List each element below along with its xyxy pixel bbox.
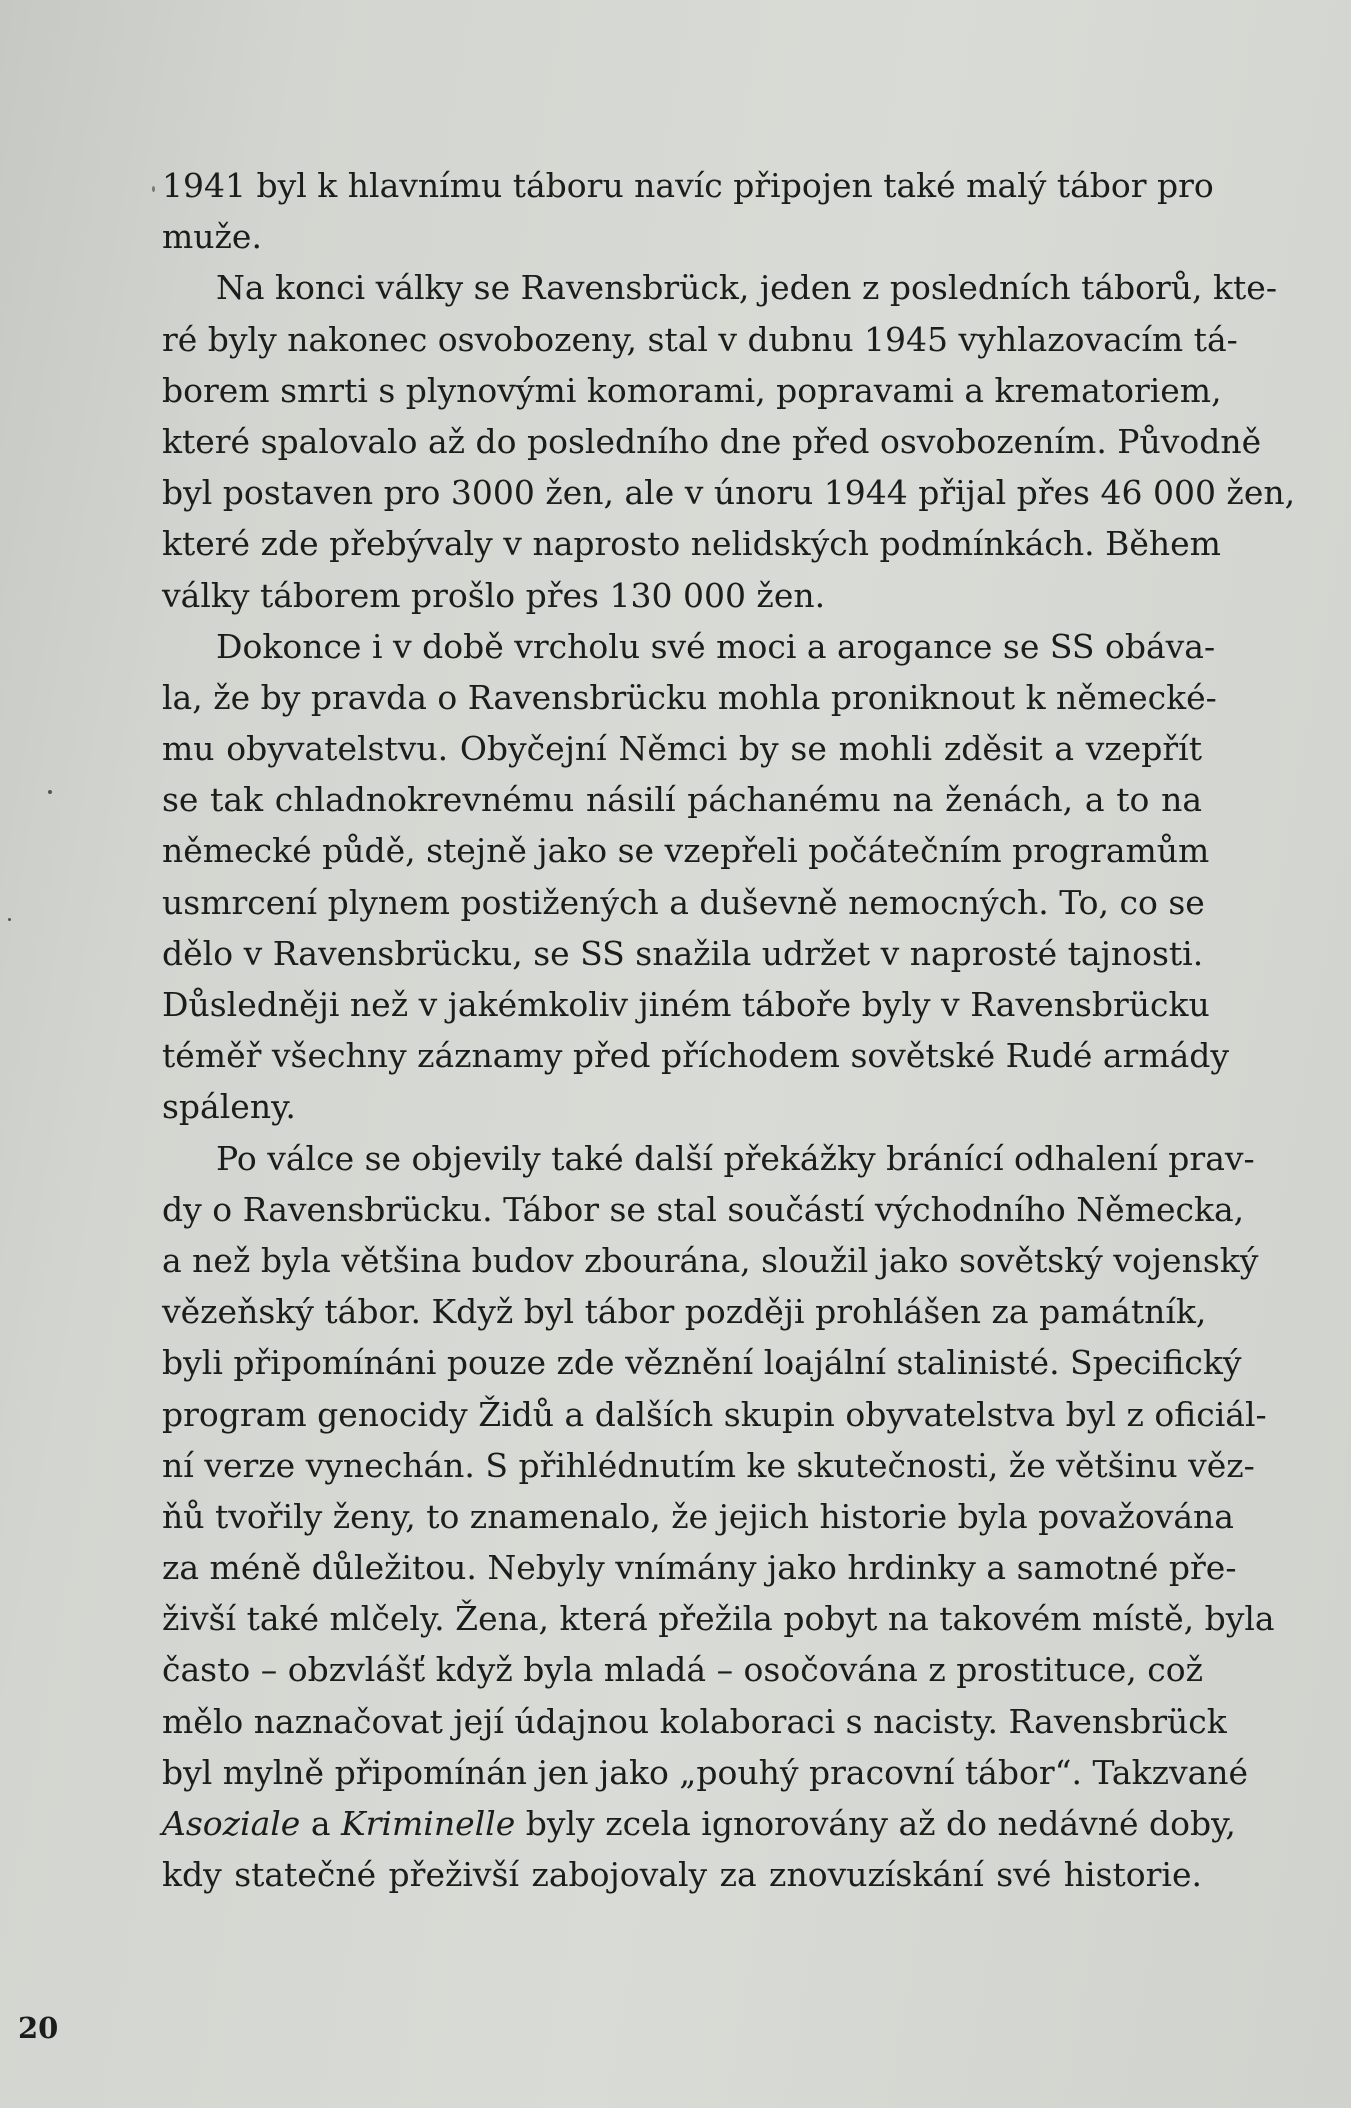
- text-line: usmrcení plynem postižených a duševně nemocných. To, co se: [162, 882, 1205, 922]
- text-line: 1941 byl k hlavnímu táboru navíc připojen také malý tábor pro: [162, 166, 1214, 205]
- text-line: ní verze vynechán. S přihlédnutím ke skutečnosti, že většinu věz-: [162, 1445, 1255, 1485]
- text-line: mělo naznačovat její údajnou kolaboraci s nacisty. Ravensbrück: [162, 1701, 1227, 1741]
- text-line: které spalovalo až do posledního dne před osvobozením. Původně: [162, 421, 1262, 461]
- text-fragment: a: [300, 1804, 341, 1843]
- text-line: borem smrti s plynovými komorami, popravami a krematoriem,: [162, 370, 1222, 410]
- paragraph-start-line: Dokonce i v době vrcholu své moci a arogance se SS obáva-: [216, 626, 1216, 666]
- italic-term: Kriminelle: [341, 1804, 516, 1843]
- text-fragment: byly zcela ignorovány až do nedávné doby,: [515, 1804, 1236, 1843]
- text-line: program genocidy Židů a dalších skupin obyvatelstva byl z oficiál-: [162, 1394, 1267, 1434]
- page-number: 20: [18, 2011, 59, 2045]
- text-line: kdy statečné přeživší zabojovaly za znovuzískání své historie.: [162, 1855, 1202, 1895]
- text-line: se tak chladnokrevnému násilí páchanému na ženách, a to na: [162, 780, 1202, 820]
- text-line: byli připomínáni pouze zde věznění loajální stalinisté. Specifický: [162, 1343, 1242, 1383]
- text-line: téměř všechny záznamy před příchodem sovětské Rudé armády: [162, 1036, 1230, 1076]
- text-line: vězeňský tábor. Když byl tábor později prohlášen za památník,: [162, 1292, 1207, 1332]
- italic-term: Asoziale: [162, 1804, 301, 1843]
- text-line: často – obzvlášť když byla mladá – osočována z prostituce, což: [162, 1650, 1203, 1690]
- text-line: byl mylně připomínán jen jako „pouhý pracovní tábor“. Takzvané: [162, 1752, 1249, 1792]
- text-line: ňů tvořily ženy, to znamenalo, že jejich historie byla považována: [162, 1496, 1234, 1536]
- text-line: války táborem prošlo přes 130 000 žen.: [162, 575, 826, 615]
- text-line: ré byly nakonec osvobozeny, stal v dubnu 1945 vyhlazovacím tá-: [162, 319, 1238, 359]
- paper-speck: [48, 790, 52, 794]
- text-line: Důsledněji než v jakémkoliv jiném táboře byly v Ravensbrücku: [162, 985, 1210, 1024]
- paper-speck: [152, 186, 155, 192]
- body-text: [162, 160, 1296, 1900]
- text-line: mu obyvatelstvu. Obyčejní Němci by se mohli zděsit a vzepřít: [162, 729, 1202, 769]
- text-line: byl postaven pro 3000 žen, ale v únoru 1944 přijal přes 46 000 žen,: [162, 473, 1296, 513]
- paragraph-start-line: Na konci války se Ravensbrück, jeden z posledních táborů, kte-: [216, 268, 1277, 308]
- text-line: za méně důležitou. Nebyly vnímány jako hrdinky a samotné pře-: [162, 1548, 1237, 1588]
- text-line-with-italics: [162, 1798, 1236, 1849]
- text-line: živší také mlčely. Žena, která přežila pobyt na takovém místě, byla: [162, 1599, 1275, 1639]
- text-line: a než byla většina budov zbourána, sloužil jako sovětský vojenský: [162, 1240, 1259, 1280]
- paper-speck: [8, 918, 11, 921]
- text-line: dělo v Ravensbrücku, se SS snažila udržet v naprosté tajnosti.: [162, 933, 1204, 973]
- text-line: které zde přebývaly v naprosto nelidských podmínkách. Během: [162, 524, 1221, 564]
- text-line: la, že by pravda o Ravensbrücku mohla proniknout k německé-: [162, 677, 1217, 717]
- text-line: muže.: [162, 217, 262, 257]
- text-line: dy o Ravensbrücku. Tábor se stal součástí východního Německa,: [162, 1189, 1245, 1229]
- text-line: německé půdě, stejně jako se vzepřeli počátečním programům: [162, 831, 1210, 871]
- text-line: spáleny.: [162, 1087, 296, 1127]
- paragraph-start-line: Po válce se objevily také další překážky bránící odhalení prav-: [216, 1138, 1255, 1178]
